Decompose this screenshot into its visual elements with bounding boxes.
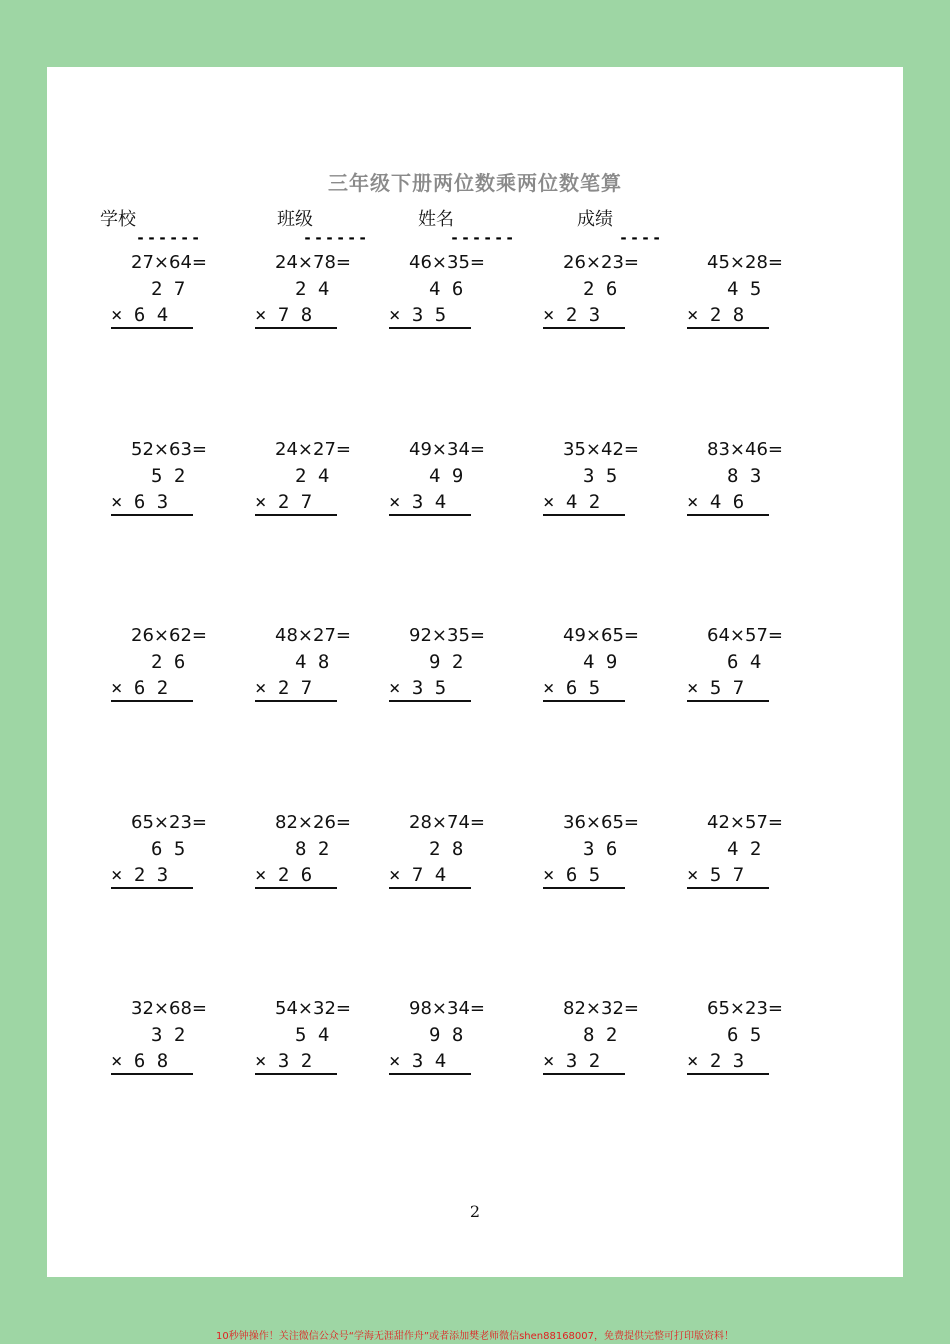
problem-multiplier-line: × 3 4 [389,1049,471,1075]
problem-expression: 24×27= [275,439,351,460]
field-label: 姓名 [418,209,454,230]
problem-item [389,810,489,889]
field-name [418,205,516,247]
problem-expression: 28×74= [409,812,485,833]
problem-multiplier-line: × 2 7 [255,676,337,702]
problem-multiplier-line: × 6 2 [111,676,193,702]
problem-item [687,810,787,889]
problem-multiplier-line: × 7 8 [255,303,337,329]
problem-multiplicand: 3 6 [583,838,618,860]
problem-item [389,250,489,329]
problem-item [687,623,787,702]
problem-item [111,996,211,1075]
problem-expression: 26×62= [131,625,207,646]
problem-item [389,437,489,516]
problem-multiplier-line: × 6 3 [111,490,193,516]
problem-multiplier-line: × 6 5 [543,863,625,889]
problem-item [389,623,489,702]
field-label: 班级 [277,209,313,230]
problem-expression: 24×78= [275,252,351,273]
problem-multiplier-line: × 4 6 [687,490,769,516]
footer-note: 10秒钟操作！关注微信公众号“学海无涯甜作舟”或者添加樊老师微信shen88168007，免费提供完整可打印版资料！ [215,1331,735,1342]
problem-expression: 82×26= [275,812,351,833]
problem-expression: 36×65= [563,812,639,833]
problem-item [543,250,643,329]
problem-item [687,996,787,1075]
problem-multiplicand: 6 5 [151,838,186,860]
problem-multiplier-line: × 2 7 [255,490,337,516]
problem-multiplicand: 3 5 [583,465,618,487]
problem-multiplicand: 4 5 [727,278,762,300]
problem-expression: 52×63= [131,439,207,460]
field-blank: ------ [450,229,517,247]
problem-multiplier-line: × 2 8 [687,303,769,329]
problem-expression: 27×64= [131,252,207,273]
problem-item [255,250,355,329]
field-score [577,205,663,247]
problem-multiplier-line: × 3 2 [543,1049,625,1075]
problem-expression: 49×34= [409,439,485,460]
field-school [100,205,202,247]
problem-expression: 83×46= [707,439,783,460]
problem-expression: 32×68= [131,998,207,1019]
worksheet-title: 三年级下册两位数乘两位数笔算 [328,171,622,195]
problem-item [111,437,211,516]
problem-item [543,437,643,516]
problem-multiplicand: 4 9 [583,651,618,673]
field-blank: ---- [619,229,664,247]
problem-multiplier-line: × 2 3 [111,863,193,889]
worksheet-page [47,67,903,1277]
problem-item [255,623,355,702]
problem-item [389,996,489,1075]
problem-multiplier-line: × 3 5 [389,676,471,702]
problem-expression: 98×34= [409,998,485,1019]
problem-item [543,623,643,702]
page-number: 2 [469,1202,481,1221]
problem-multiplicand: 2 4 [295,465,330,487]
problem-multiplicand: 8 3 [727,465,762,487]
problem-expression: 26×23= [563,252,639,273]
problem-multiplicand: 5 2 [151,465,186,487]
problem-multiplicand: 2 7 [151,278,186,300]
problem-expression: 64×57= [707,625,783,646]
problem-multiplicand: 8 2 [295,838,330,860]
problem-multiplier-line: × 3 5 [389,303,471,329]
problem-multiplier-line: × 4 2 [543,490,625,516]
problem-item [111,250,211,329]
field-class [277,205,369,247]
problem-multiplier-line: × 6 4 [111,303,193,329]
problem-multiplier-line: × 5 7 [687,863,769,889]
problem-multiplier-line: × 2 6 [255,863,337,889]
problem-multiplier-line: × 7 4 [389,863,471,889]
problem-expression: 49×65= [563,625,639,646]
problem-multiplicand: 9 2 [429,651,464,673]
problem-item [111,623,211,702]
problem-item [255,810,355,889]
problem-expression: 65×23= [131,812,207,833]
problem-multiplicand: 3 2 [151,1024,186,1046]
problem-item [687,250,787,329]
problem-item [255,437,355,516]
problem-multiplicand: 2 8 [429,838,464,860]
problem-item [687,437,787,516]
problem-multiplicand: 4 2 [727,838,762,860]
problem-multiplicand: 4 6 [429,278,464,300]
problem-expression: 35×42= [563,439,639,460]
problem-expression: 46×35= [409,252,485,273]
problem-multiplier-line: × 2 3 [687,1049,769,1075]
problem-multiplicand: 4 8 [295,651,330,673]
problem-item [111,810,211,889]
problem-multiplier-line: × 6 8 [111,1049,193,1075]
problem-expression: 82×32= [563,998,639,1019]
problem-multiplicand: 2 6 [151,651,186,673]
problem-multiplier-line: × 3 4 [389,490,471,516]
field-label: 学校 [100,209,136,230]
problem-multiplier-line: × 2 3 [543,303,625,329]
problem-multiplicand: 9 8 [429,1024,464,1046]
problem-multiplicand: 5 4 [295,1024,330,1046]
field-blank: ------ [303,229,370,247]
problem-expression: 48×27= [275,625,351,646]
problem-multiplicand: 6 4 [727,651,762,673]
problem-multiplier-line: × 3 2 [255,1049,337,1075]
problem-multiplicand: 8 2 [583,1024,618,1046]
problem-expression: 42×57= [707,812,783,833]
problem-expression: 45×28= [707,252,783,273]
problem-multiplicand: 4 9 [429,465,464,487]
problem-expression: 54×32= [275,998,351,1019]
problem-expression: 92×35= [409,625,485,646]
problem-multiplicand: 2 6 [583,278,618,300]
field-label: 成绩 [577,209,613,230]
problem-multiplicand: 2 4 [295,278,330,300]
problem-multiplier-line: × 5 7 [687,676,769,702]
problem-expression: 65×23= [707,998,783,1019]
problem-item [543,810,643,889]
problem-item [255,996,355,1075]
problem-item [543,996,643,1075]
problem-multiplicand: 6 5 [727,1024,762,1046]
field-blank: ------ [136,229,203,247]
problem-multiplier-line: × 6 5 [543,676,625,702]
